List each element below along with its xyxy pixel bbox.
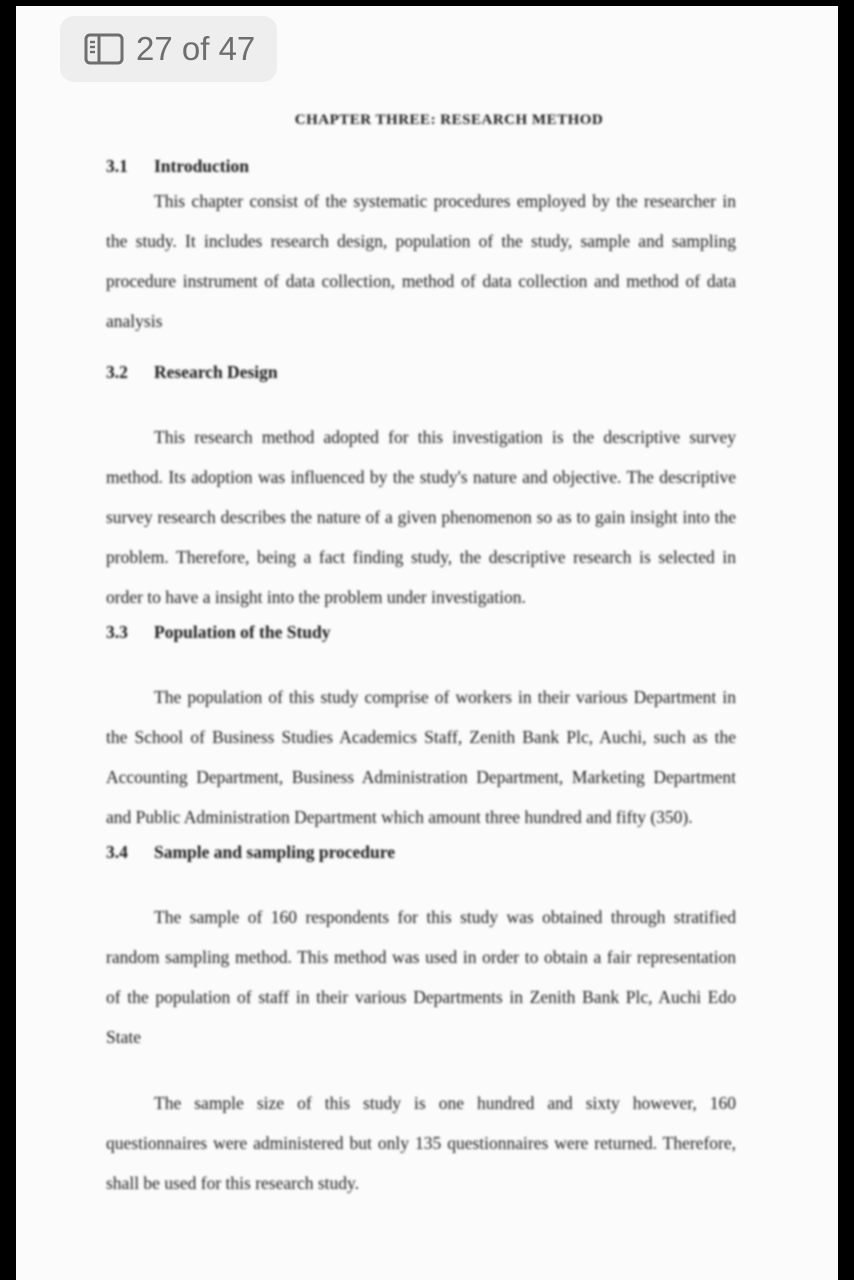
paragraph: This research method adopted for this investigation is the descriptive survey method. Its adoption was influenced by the study's nature and objective. The descriptive survey research describes the nature of a given phenomenon so as to gain insight into the problem. Therefore, being a fact finding study, the descriptive research is selected in order to have a insight into the problem under investigation. — [106, 427, 736, 607]
sidebar-icon — [84, 33, 124, 65]
section-heading-introduction — [106, 151, 736, 181]
section-heading-population — [106, 617, 736, 647]
chapter-title: CHAPTER THREE: RESEARCH METHOD — [294, 112, 604, 128]
section-number: 3.1 — [106, 156, 128, 176]
section-heading-research-design — [106, 357, 736, 387]
paragraph: The population of this study comprise of workers in their various Department in the School of Business Studies Academics Staff, Zenith Bank Plc, Auchi, such as the Accounting Department, Business Administration Department, Marketing Department and Public Administration Department which amount three hundred and fifty (350). — [106, 687, 736, 827]
section-number: 3.4 — [106, 842, 128, 862]
paragraph: The sample of 160 respondents for this study was obtained through stratified random sampling method. This method was used in order to obtain a fair representation of the population of staff in their various Departments in Zenith Bank Plc, Auchi Edo State — [106, 907, 736, 1047]
page-indicator[interactable] — [60, 16, 277, 82]
section-title: Research Design — [154, 362, 278, 382]
section-heading-sample — [106, 837, 736, 867]
page-indicator-label: 27 of 47 — [136, 30, 256, 67]
section-title: Introduction — [154, 156, 249, 176]
section-title: Population of the Study — [154, 622, 331, 642]
section-title: Sample and sampling procedure — [154, 842, 395, 862]
section-number: 3.2 — [106, 362, 128, 382]
paragraph: The sample size of this study is one hundred and sixty however, 160 questionnaires were administered but only 135 questionnaires were returned. Therefore, shall be used for this research study. — [106, 1093, 736, 1193]
document-body — [106, 112, 736, 1203]
document-page — [16, 6, 838, 1280]
section-number: 3.3 — [106, 622, 128, 642]
paragraph: This chapter consist of the systematic procedures employed by the researcher in the study. It includes research design, population of the study, sample and sampling procedure instrument of data collection, method of data collection and method of data analysis — [106, 191, 736, 331]
